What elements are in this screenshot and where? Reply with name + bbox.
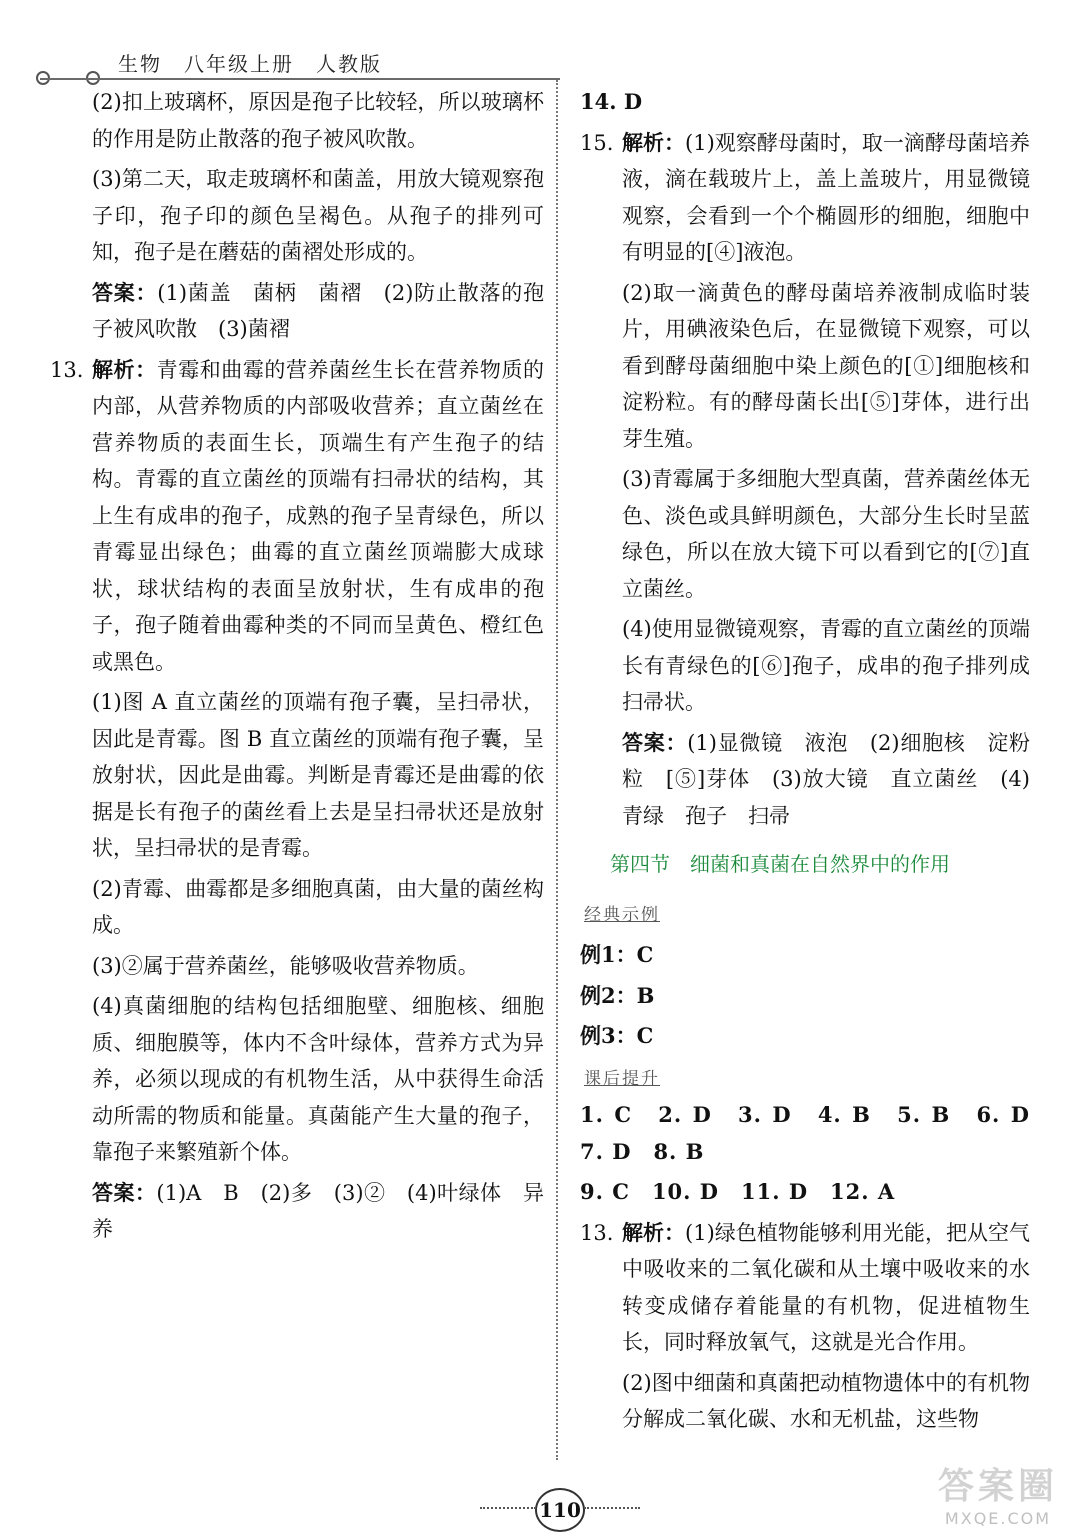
left-column: [50, 84, 545, 1252]
answers-row-2: 9. C 10. D 11. D 12. A: [580, 1179, 896, 1204]
q13-answer: [92, 1175, 544, 1248]
explanation-label: 解析：: [622, 1220, 686, 1245]
q12-answer: [92, 275, 544, 348]
q15-paragraph-3: (3)青霉属于多细胞大型真菌，营养菌丝体无色、淡色或具鲜明颜色，大部分生长时呈蓝绿色，所以在放大镜下可以看到它的[⑦]直立菌丝。: [622, 467, 1030, 601]
header-rule: [40, 78, 560, 80]
q13-paragraph-2: (2)图中细菌和真菌把动植物遗体中的有机物分解成二氧化碳、水和无机盐，这些物: [622, 1370, 1030, 1431]
question-14-answer: 14. D: [580, 89, 643, 114]
answer-text: (1)显微镜 液泡 (2)细胞核 淀粉粒 [⑤]芽体 (3)放大镜 直立菌丝 (4)青绿 孢子 扫帚: [622, 730, 1031, 828]
example-2-answer: 例2：B: [580, 982, 655, 1008]
answer-text: (1)菌盖 菌柄 菌褶 (2)防止散落的孢子被风吹散 (3)菌褶: [92, 280, 544, 341]
question-number: 13.: [50, 357, 84, 382]
watermark-url: MXQE.COM: [944, 1509, 1052, 1528]
explanation-text: (1)观察酵母菌时，取一滴酵母菌培养液，滴在载玻片上，盖上盖玻片，用显微镜观察，会看到一个个椭圆形的细胞，细胞中有明显的[④]液泡。: [622, 130, 1031, 264]
q15-paragraph-4: (4)使用显微镜观察，青霉的直立菌丝的顶端长有青绿色的[⑥]孢子，成串的孢子排列成扫帚状。: [622, 617, 1030, 714]
q13-paragraph-2: (1)图 A 直立菌丝的顶端有孢子囊，呈扫帚状，因此是青霉。图 B 直立菌丝的顶端有孢子囊，呈放射状，因此是曲霉。判断是青霉还是曲霉的依据是长有孢子的菌丝看上去是呈扫帚状还是放射状，呈扫帚状的是青霉。: [92, 690, 544, 860]
book-title: 生物 八年级上册 人教版: [118, 52, 382, 76]
q15-paragraph-2: (2)取一滴黄色的酵母菌培养液制成临时装片，用碘液染色后，在显微镜下观察，可以看到酵母菌细胞中染上颜色的[①]细胞核和淀粉粒。有的酵母菌长出[⑤]芽体，进行出芽生殖。: [622, 280, 1030, 451]
question-15-explanation: [580, 125, 1030, 835]
explanation-label: 解析：: [92, 357, 157, 382]
section-title: 第四节 细菌和真菌在自然界中的作用: [610, 852, 950, 876]
q13-paragraph-4: (3)②属于营养菌丝，能够吸收营养物质。: [92, 953, 479, 978]
q12-paragraph-2: (2)扣上玻璃杯，原因是孢子比较轻，所以玻璃杯的作用是防止散落的孢子被风吹散。: [92, 90, 544, 151]
right-column: [580, 84, 1052, 1442]
q15-answer: [622, 725, 1030, 835]
explanation-text: (1)绿色植物能够利用光能，把从空气中吸收来的二氧化碳和从土壤中吸收来的水转变成储存着能量的有机物，促进植物生长，同时释放氧气，这就是光合作用。: [622, 1220, 1031, 1354]
watermark-logo-text: 答案圈: [937, 1466, 1058, 1507]
page-number-dots-left: [480, 1507, 536, 1509]
q13-paragraph-5: (4)真菌细胞的结构包括细胞壁、细胞核、细胞质、细胞膜等，体内不含叶绿体，营养方式为异养，必须以现成的有机物生活，从中获得生命活动所需的物质和能量。真菌能产生大量的孢子，靠孢子来繁殖新个体。: [92, 994, 544, 1164]
q13-paragraph-1: [92, 352, 544, 681]
answer-label: 答案：: [92, 1180, 157, 1205]
question-number: 13.: [580, 1220, 614, 1245]
column-divider: [556, 80, 558, 1460]
page-number-badge: 110: [535, 1488, 585, 1532]
question-number: 15.: [580, 130, 614, 155]
watermark: [938, 1458, 1058, 1528]
question-13-explanation: [580, 1215, 1030, 1438]
q13-paragraph-1: [622, 1215, 1030, 1361]
page-number: [480, 1488, 640, 1528]
example-1-answer: 例1：C: [580, 942, 654, 967]
q13-paragraph-3: (2)青霉、曲霉都是多细胞真菌，由大量的菌丝构成。: [92, 876, 544, 937]
explanation-label: 解析：: [622, 130, 686, 155]
after-class-heading: 课后提升: [584, 1068, 660, 1089]
classic-examples-heading: 经典示例: [584, 904, 660, 925]
question-13-explanation: [50, 352, 544, 1248]
answer-label: 答案：: [92, 280, 158, 305]
answers-row-1: 1. C 2. D 3. D 4. B 5. B 6. D 7. D 8. B: [580, 1102, 1052, 1164]
example-3-answer: 例3：C: [580, 1023, 654, 1048]
q12-paragraph-3: (3)第二天，取走玻璃杯和菌盖，用放大镜观察孢子印，孢子印的颜色呈褐色。从孢子的排列可知，孢子是在蘑菇的菌褶处形成的。: [92, 167, 544, 264]
q15-paragraph-1: [622, 125, 1030, 271]
answer-text: (1)A B (2)多 (3)② (4)叶绿体 异养: [92, 1180, 544, 1241]
explanation-text: 青霉和曲霉的营养菌丝生长在营养物质的内部，从营养物质的内部吸收营养；直立菌丝在营养物质的表面生长，顶端生有产生孢子的结构。青霉的直立菌丝的顶端有扫帚状的结构，其上生有成串的孢子，成熟的孢子呈青绿色，所以青霉显出绿色；曲霉的直立菌丝顶端膨大成球状，球状结构的表面呈放射状，生有成串的孢子，孢子随着曲霉种类的不同而呈黄色、橙红色或黑色。: [92, 357, 545, 674]
answer-label: 答案：: [622, 730, 688, 755]
page-number-dots-right: [584, 1507, 640, 1509]
